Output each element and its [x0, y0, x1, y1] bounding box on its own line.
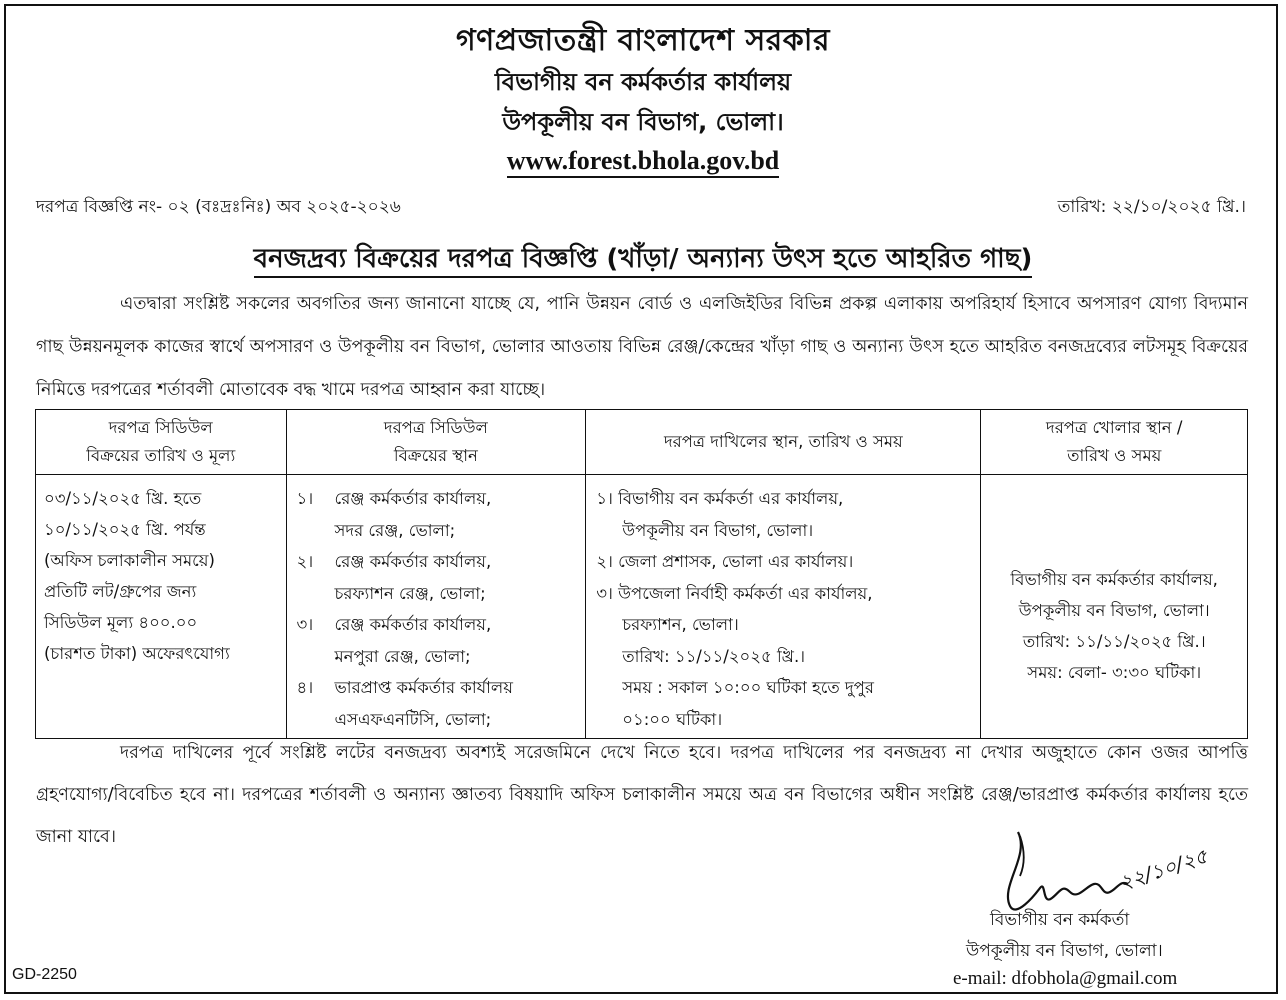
signature-date: ২২/১০/২৫	[1116, 843, 1211, 895]
schedule-sale-cell	[36, 475, 287, 739]
item-line: রেঞ্জ কর্মকর্তার কার্যালয়,	[334, 552, 492, 571]
division-title: উপকূলীয় বন বিভাগ, ভোলা।	[502, 108, 784, 136]
submission-date: তারিখ: ১১/১১/২০২৫ খ্রি.।	[622, 646, 806, 666]
header-col-3-line-1: দরপত্র দাখিলের স্থান, তারিখ ও সময়	[663, 432, 903, 451]
header-col-2-line-2: বিক্রয়ের স্থান	[393, 446, 478, 465]
submission-cell	[586, 475, 981, 739]
list-item	[297, 546, 586, 609]
submission-line: ১। বিভাগীয় বন কর্মকর্তা এর কার্যালয়,	[596, 489, 844, 508]
header-col-4-line-2: তারিখ ও সময়	[1067, 446, 1162, 465]
header-col-1	[36, 410, 287, 475]
signatory-office: উপকূলীয় বন বিভাগ, ভোলা।	[966, 941, 1163, 961]
website-link[interactable]: www.forest.bhola.gov.bd	[507, 146, 780, 178]
item-number: ২।	[296, 552, 314, 571]
header-col-2	[286, 410, 586, 475]
schedule-line: (চারশত টাকা) অফেরৎযোগ্য	[44, 644, 230, 663]
website-link-wrap	[0, 146, 1286, 176]
item-text	[335, 609, 492, 672]
gd-code: GD-2250	[12, 966, 77, 983]
item-line: ভারপ্রাপ্ত কর্মকর্তার কার্যালয়	[334, 678, 513, 697]
header-col-4	[981, 410, 1248, 475]
submission-time: সময় : সকাল ১০:০০ ঘটিকা হতে দুপুর	[622, 678, 874, 697]
schedule-line: প্রতিটি লট/গ্রুপের জন্য	[44, 582, 197, 601]
item-text	[335, 483, 492, 546]
list-item	[297, 483, 586, 546]
item-line: সদর রেঞ্জ, ভোলা;	[334, 520, 456, 540]
submission-line: চরফ্যাশন, ভোলা।	[622, 615, 739, 634]
header-col-1-line-1: দরপত্র সিডিউল	[108, 418, 213, 437]
notice-title: বনজদ্রব্য বিক্রয়ের দরপত্র বিজ্ঞপ্তি (খাঁড়া/ অন্যান্য উৎস হতে আহরিত গাছ)	[254, 244, 1033, 278]
header-col-3	[586, 410, 981, 475]
table-row	[36, 475, 1248, 739]
item-number: ১।	[296, 489, 314, 508]
submission-line: উপকূলীয় বন বিভাগ, ভোলা।	[622, 520, 814, 540]
header-col-2-line-1: দরপত্র সিডিউল	[383, 418, 488, 437]
memo-date: তারিখ: ২২/১০/২০২৫ খ্রি.।	[1057, 197, 1246, 217]
notice-title-wrap	[0, 238, 1286, 282]
submission-line: ২। জেলা প্রশাসক, ভোলা এর কার্যালয়।	[596, 552, 854, 571]
item-number: ৩।	[296, 615, 314, 634]
opening-line: বিভাগীয় বন কর্মকর্তার কার্যালয়,	[1010, 570, 1218, 589]
opening-cell	[981, 475, 1248, 739]
item-line: মনপুরা রেঞ্জ, ভোলা;	[334, 646, 471, 666]
govt-title: গণপ্রজাতন্ত্রী বাংলাদেশ সরকার	[456, 23, 830, 58]
header-col-4-line-1: দরপত্র খোলার স্থান /	[1046, 418, 1183, 437]
intro-paragraph: এতদ্বারা সংশ্লিষ্ট সকলের অবগতির জন্য জানানো যাচ্ছে যে, পানি উন্নয়ন বোর্ড ও এলজিইডির বিভিন্ন প্রকল্প এলাকায় অপরিহার্য হিসাবে অপসারণ যোগ্য বিদ্যমান গাছ উন্নয়নমূলক কাজের স্বার্থে অপসারণ ও উপকূলীয় বন বিভাগ, ভোলার আওতায় বিভিন্ন রেঞ্জ/কেন্দ্রের খাঁড়া গাছ ও অন্যান্য উৎস হতে আহরিত বনজদ্রব্যের লটসমূহ বিক্রয়ের নিমিত্তে দরপত্রের শর্তাবলী মোতাবেক বদ্ধ খামে দরপত্র আহ্বান করা যাচ্ছে।	[36, 294, 1248, 400]
schedule-line: (অফিস চলাকালীন সময়ে)	[44, 551, 215, 570]
item-line: এসএফএনটিসি, ভোলা;	[334, 709, 492, 729]
item-line: রেঞ্জ কর্মকর্তার কার্যালয়,	[334, 489, 492, 508]
item-number: ৪।	[296, 678, 314, 697]
opening-line: সময়: বেলা- ৩:৩০ ঘটিকা।	[1027, 663, 1202, 682]
opening-line: তারিখ: ১১/১১/২০২৫ খ্রি.।	[1022, 632, 1206, 651]
table-header-row	[36, 410, 1248, 475]
schedule-line: সিডিউল মূল্য ৪০০.০০	[44, 613, 198, 632]
submission-line: ৩। উপজেলা নির্বাহী কর্মকর্তা এর কার্যালয়,	[596, 583, 873, 603]
item-text	[335, 546, 492, 609]
contact-email[interactable]: e-mail: dfobhola@gmail.com	[953, 968, 1178, 989]
memo-ref-no: দরপত্র বিজ্ঞপ্তি নং- ০২ (বঃদ্রঃনিঃ) অব ২০২৫-২০২৬	[36, 197, 401, 217]
schedule-line: ০৩/১১/২০২৫ খ্রি. হতে	[44, 489, 202, 508]
item-line: রেঞ্জ কর্মকর্তার কার্যালয়,	[334, 615, 492, 634]
office-title: বিভাগীয় বন কর্মকর্তার কার্যালয়	[494, 68, 792, 96]
tender-table	[35, 409, 1248, 739]
opening-line: উপকূলীয় বন বিভাগ, ভোলা।	[1018, 601, 1210, 620]
schedule-line: ১০/১১/২০২৫ খ্রি. পর্যন্ত	[44, 520, 206, 539]
item-text	[335, 672, 513, 735]
item-line: চরফ্যাশন রেঞ্জ, ভোলা;	[334, 583, 486, 603]
submission-time: ০১:০০ ঘটিকা।	[622, 709, 723, 729]
sale-location-cell	[286, 475, 586, 739]
list-item	[297, 672, 586, 735]
header-col-1-line-2: বিক্রয়ের তারিখ ও মূল্য	[86, 446, 236, 465]
list-item	[297, 609, 586, 672]
footer-paragraph: দরপত্র দাখিলের পূর্বে সংশ্লিষ্ট লটের বনজদ্রব্য অবশ্যই সরেজমিনে দেখে নিতে হবে। দরপত্র দাখিলের পর বনজদ্রব্য না দেখার অজুহাতে কোন ওজর আপত্তি গ্রহণযোগ্য/বিবেচিত হবে না। দরপত্রের শর্তাবলী ও অন্যান্য জ্ঞাতব্য বিষয়াদি অফিস চলাকালীন সময়ে অত্র বন বিভাগের অধীন সংশ্লিষ্ট রেঞ্জ/ভারপ্রাপ্ত কর্মকর্তার কার্যালয় হতে জানা যাবে।	[36, 743, 1248, 847]
signatory-designation: বিভাগীয় বন কর্মকর্তা	[990, 910, 1130, 930]
